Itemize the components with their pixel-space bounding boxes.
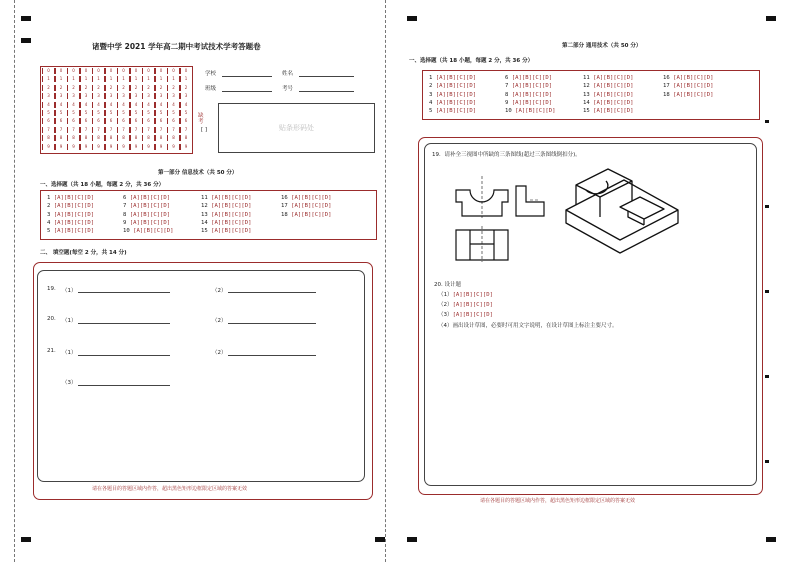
id-bubble[interactable]: 8 xyxy=(142,135,155,141)
q20-choice-1[interactable]: （1）[A][B][C][D] xyxy=(438,292,493,298)
barcode-label: 贴条形码处 xyxy=(279,124,314,132)
id-bubble[interactable]: 5 xyxy=(142,110,155,116)
id-bubble[interactable]: 4 xyxy=(117,102,130,108)
id-bubble[interactable]: 2 xyxy=(55,85,68,91)
mc-col-1-right[interactable]: 1 [A][B][C][D] 2 [A][B][C][D] 3 [A][B][C][D] 4 [A][B][C][D] 5 [A][B][C][D] xyxy=(429,75,477,115)
id-bubble[interactable]: 4 xyxy=(142,102,155,108)
id-bubble[interactable]: 4 xyxy=(42,102,55,108)
q21-part1-blank[interactable] xyxy=(78,355,170,356)
id-bubble[interactable]: 3 xyxy=(130,93,143,99)
id-bubble[interactable]: 1 xyxy=(55,76,68,82)
id-bubble[interactable]: 5 xyxy=(42,110,55,116)
id-bubble[interactable]: 8 xyxy=(167,135,180,141)
id-bubble[interactable]: 6 xyxy=(105,118,118,124)
q20-choice-3[interactable]: （3）[A][B][C][D] xyxy=(438,312,493,318)
id-bubble[interactable]: 5 xyxy=(67,110,80,116)
registration-mark xyxy=(766,16,776,21)
q21-part3-blank[interactable] xyxy=(78,385,170,386)
id-bubble[interactable]: 5 xyxy=(80,110,93,116)
id-bubble[interactable]: 7 xyxy=(117,127,130,133)
registration-mark xyxy=(407,16,417,21)
id-bubble[interactable]: 1 xyxy=(105,76,118,82)
registration-mark xyxy=(407,537,417,542)
q20-choice-2[interactable]: （2）[A][B][C][D] xyxy=(438,302,493,308)
id-bubble[interactable]: 0 xyxy=(55,68,68,74)
id-bubble[interactable]: 8 xyxy=(42,135,55,141)
id-bubble[interactable]: 7 xyxy=(67,127,80,133)
q21-number: 21. xyxy=(47,348,56,354)
q20-part2-label: （2） xyxy=(212,318,227,324)
q19-part1-label: （1） xyxy=(62,288,77,294)
id-bubble[interactable]: 7 xyxy=(105,127,118,133)
id-bubble[interactable]: 5 xyxy=(130,110,143,116)
q21-part2-blank[interactable] xyxy=(228,355,316,356)
q19-part2-blank[interactable] xyxy=(228,292,316,293)
registration-mark xyxy=(21,537,31,542)
id-bubble[interactable]: 0 xyxy=(105,68,118,74)
id-bubble[interactable]: 4 xyxy=(167,102,180,108)
id-bubble[interactable]: 1 xyxy=(80,76,93,82)
q20-number: 20. xyxy=(47,316,56,322)
exam-no-label: 考号 xyxy=(282,86,294,92)
id-bubble[interactable]: 9 xyxy=(55,144,68,150)
id-bubble[interactable]: 1 xyxy=(130,76,143,82)
id-bubble[interactable]: 6 xyxy=(155,118,168,124)
id-bubble[interactable]: 1 xyxy=(167,76,180,82)
absent-label: 缺考 xyxy=(198,113,204,125)
id-bubble[interactable]: 0 xyxy=(80,68,93,74)
id-bubble[interactable]: 4 xyxy=(180,102,193,108)
id-bubble[interactable]: 9 xyxy=(180,144,193,150)
id-bubble[interactable]: 2 xyxy=(142,85,155,91)
fill-in-answer-area[interactable] xyxy=(37,270,365,482)
id-bubble[interactable]: 8 xyxy=(117,135,130,141)
id-bubble[interactable]: 0 xyxy=(67,68,80,74)
timing-mark xyxy=(765,120,769,123)
id-bubble[interactable]: 6 xyxy=(80,118,93,124)
id-bubble[interactable]: 2 xyxy=(105,85,118,91)
id-bubble[interactable]: 0 xyxy=(142,68,155,74)
id-bubble[interactable]: 3 xyxy=(67,93,80,99)
binding-line-right xyxy=(385,0,386,562)
part1-title: 第一部分 信息技术（共 50 分） xyxy=(158,170,238,176)
id-bubble[interactable]: 0 xyxy=(180,68,193,74)
id-bubble[interactable]: 1 xyxy=(67,76,80,82)
mc-col-4[interactable]: 16 [A][B][C][D] 17 [A][B][C][D] 18 [A][B][C][D] xyxy=(281,195,332,218)
id-bubble[interactable]: 1 xyxy=(92,76,105,82)
id-bubble[interactable]: 3 xyxy=(42,93,55,99)
three-view-drawing[interactable] xyxy=(450,172,550,262)
id-bubble[interactable]: 7 xyxy=(180,127,193,133)
id-bubble[interactable]: 2 xyxy=(167,85,180,91)
id-bubble[interactable]: 5 xyxy=(92,110,105,116)
id-bubble[interactable]: 6 xyxy=(167,118,180,124)
id-bubble[interactable]: 8 xyxy=(92,135,105,141)
id-bubble[interactable]: 4 xyxy=(80,102,93,108)
q20-part2-blank[interactable] xyxy=(228,323,316,324)
id-bubble[interactable]: 8 xyxy=(180,135,193,141)
id-bubble[interactable]: 3 xyxy=(92,93,105,99)
id-bubble[interactable]: 3 xyxy=(155,93,168,99)
exam-no-field[interactable] xyxy=(299,91,354,92)
timing-mark xyxy=(765,290,769,293)
id-bubble[interactable]: 3 xyxy=(167,93,180,99)
id-bubble[interactable]: 6 xyxy=(142,118,155,124)
mc-col-4-right[interactable]: 16 [A][B][C][D] 17 [A][B][C][D] 18 [A][B][C][D] xyxy=(663,75,714,98)
q21-part1-label: （1） xyxy=(62,350,77,356)
id-bubble[interactable]: 4 xyxy=(67,102,80,108)
id-bubble[interactable]: 8 xyxy=(130,135,143,141)
id-bubble[interactable]: 6 xyxy=(55,118,68,124)
timing-mark xyxy=(765,375,769,378)
id-bubble[interactable]: 5 xyxy=(55,110,68,116)
id-bubble[interactable]: 9 xyxy=(92,144,105,150)
id-bubble[interactable]: 7 xyxy=(142,127,155,133)
id-bubble[interactable]: 0 xyxy=(167,68,180,74)
registration-mark xyxy=(375,537,385,542)
id-bubble[interactable]: 2 xyxy=(42,85,55,91)
id-bubble[interactable]: 6 xyxy=(92,118,105,124)
timing-mark xyxy=(765,460,769,463)
id-bubble[interactable]: 9 xyxy=(155,144,168,150)
class-field[interactable] xyxy=(222,91,272,92)
name-label: 姓名 xyxy=(282,71,294,77)
mc-answer-area[interactable] xyxy=(40,190,377,240)
id-bubble[interactable]: 9 xyxy=(42,144,55,150)
id-bubble[interactable]: 4 xyxy=(155,102,168,108)
id-bubble[interactable]: 8 xyxy=(55,135,68,141)
q19-part2-label: （2） xyxy=(212,288,227,294)
q20-title: 20. 设计题 xyxy=(434,282,461,288)
id-bubble[interactable]: 3 xyxy=(117,93,130,99)
id-bubble[interactable]: 2 xyxy=(130,85,143,91)
id-bubble[interactable]: 5 xyxy=(105,110,118,116)
id-bubble[interactable]: 9 xyxy=(130,144,143,150)
mc-col-3-right[interactable]: 11 [A][B][C][D] 12 [A][B][C][D] 13 [A][B][C][D] 14 [A][B][C][D] 15 [A][B][C][D] xyxy=(583,75,634,115)
id-bubble[interactable]: 4 xyxy=(105,102,118,108)
q21-part3-label: （3） xyxy=(62,380,77,386)
id-bubble[interactable]: 5 xyxy=(180,110,193,116)
name-field[interactable] xyxy=(299,76,354,77)
id-bubble[interactable]: 9 xyxy=(80,144,93,150)
id-bubble[interactable]: 9 xyxy=(142,144,155,150)
school-field[interactable] xyxy=(222,76,272,77)
id-bubble[interactable]: 5 xyxy=(155,110,168,116)
barcode-area xyxy=(218,103,375,153)
id-bubble[interactable]: 7 xyxy=(42,127,55,133)
id-bubble[interactable]: 0 xyxy=(155,68,168,74)
id-bubble[interactable]: 1 xyxy=(155,76,168,82)
q20-part1-blank[interactable] xyxy=(78,323,170,324)
registration-mark xyxy=(21,38,31,43)
section2-title: 二、 填空题(每空 2 分，共 14 分) xyxy=(40,250,127,256)
id-bubble[interactable]: 4 xyxy=(55,102,68,108)
id-bubble[interactable]: 7 xyxy=(155,127,168,133)
id-bubble[interactable]: 1 xyxy=(142,76,155,82)
id-bubble[interactable]: 7 xyxy=(80,127,93,133)
id-bubble[interactable]: 8 xyxy=(67,135,80,141)
mc-col-1[interactable]: 1 [A][B][C][D] 2 [A][B][C][D] 3 [A][B][C][D] 4 [A][B][C][D] 5 [A][B][C][D] xyxy=(47,195,95,235)
section1-title: 一、选择题（共 18 小题，每题 2 分，共 36 分） xyxy=(40,182,165,188)
mc-col-2-right[interactable]: 6 [A][B][C][D] 7 [A][B][C][D] 8 [A][B][C][D] 9 [A][B][C][D] 10 [A][B][C][D] xyxy=(505,75,556,115)
id-bubble[interactable]: 9 xyxy=(67,144,80,150)
q19-number: 19. xyxy=(47,286,56,292)
id-bubble[interactable]: 3 xyxy=(105,93,118,99)
left-footer-note: 请在各题目的答题区域内作答，超出黑色矩形边框限定区域的答案无效 xyxy=(92,486,248,492)
q21-part2-label: （2） xyxy=(212,350,227,356)
id-bubble[interactable]: 5 xyxy=(117,110,130,116)
id-bubble[interactable]: 3 xyxy=(180,93,193,99)
id-bubble[interactable]: 7 xyxy=(92,127,105,133)
id-bubble[interactable]: 1 xyxy=(180,76,193,82)
id-bubble[interactable]: 7 xyxy=(55,127,68,133)
id-bubble[interactable]: 2 xyxy=(67,85,80,91)
id-bubble[interactable]: 6 xyxy=(130,118,143,124)
id-bubble[interactable]: 2 xyxy=(180,85,193,91)
q20-part4-prompt: （4）画出设计草图，必要时可用文字说明，在设计草图上标注主要尺寸。 xyxy=(438,323,618,329)
registration-mark xyxy=(766,537,776,542)
q19-prompt: 19．请补全三视图中所缺的三条图线(超过三条图线倒扣分)。 xyxy=(432,152,581,158)
id-bubble[interactable]: 1 xyxy=(42,76,55,82)
isometric-drawing[interactable] xyxy=(560,165,690,260)
q20-part1-label: （1） xyxy=(62,318,77,324)
id-bubble[interactable]: 0 xyxy=(130,68,143,74)
id-bubble[interactable]: 9 xyxy=(117,144,130,150)
binding-line-left xyxy=(14,0,15,562)
id-bubble[interactable]: 2 xyxy=(155,85,168,91)
id-bubble[interactable]: 9 xyxy=(105,144,118,150)
registration-mark xyxy=(21,16,31,21)
section1-title-right: 一、选择题（共 18 小题，每题 2 分，共 36 分） xyxy=(409,58,534,64)
id-bubble[interactable]: 3 xyxy=(142,93,155,99)
id-bubble[interactable]: 8 xyxy=(80,135,93,141)
student-id-bubble-grid[interactable] xyxy=(40,66,193,154)
exam-title: 诸暨中学 2021 学年高二期中考试技术学考答题卷 xyxy=(92,42,261,51)
id-bubble[interactable]: 2 xyxy=(92,85,105,91)
id-bubble[interactable]: 3 xyxy=(55,93,68,99)
id-bubble[interactable]: 9 xyxy=(167,144,180,150)
school-label: 学校 xyxy=(205,71,217,77)
timing-mark xyxy=(765,205,769,208)
id-bubble[interactable]: 7 xyxy=(130,127,143,133)
id-bubble[interactable]: 8 xyxy=(105,135,118,141)
id-bubble[interactable]: 6 xyxy=(42,118,55,124)
right-footer-note: 请在各题目的答题区域内作答，超出黑色矩形边框限定区域的答案无效 xyxy=(480,498,636,504)
id-bubble[interactable]: 6 xyxy=(180,118,193,124)
absent-checkbox[interactable]: [ ] xyxy=(201,127,208,133)
mc-col-2[interactable]: 6 [A][B][C][D] 7 [A][B][C][D] 8 [A][B][C][D] 9 [A][B][C][D] 10 [A][B][C][D] xyxy=(123,195,174,235)
id-bubble[interactable]: 7 xyxy=(167,127,180,133)
id-bubble[interactable]: 6 xyxy=(117,118,130,124)
id-bubble[interactable]: 0 xyxy=(117,68,130,74)
id-bubble[interactable]: 2 xyxy=(80,85,93,91)
id-bubble[interactable]: 3 xyxy=(80,93,93,99)
id-bubble[interactable]: 2 xyxy=(117,85,130,91)
q19-part1-blank[interactable] xyxy=(78,292,170,293)
part2-title: 第二部分 通用技术（共 50 分） xyxy=(562,43,642,49)
id-bubble[interactable]: 8 xyxy=(155,135,168,141)
mc-col-3[interactable]: 11 [A][B][C][D] 12 [A][B][C][D] 13 [A][B][C][D] 14 [A][B][C][D] 15 [A][B][C][D] xyxy=(201,195,252,235)
id-bubble[interactable]: 1 xyxy=(117,76,130,82)
id-bubble[interactable]: 6 xyxy=(67,118,80,124)
id-bubble[interactable]: 0 xyxy=(92,68,105,74)
id-bubble[interactable]: 0 xyxy=(42,68,55,74)
id-bubble[interactable]: 5 xyxy=(167,110,180,116)
id-bubble[interactable]: 4 xyxy=(130,102,143,108)
mc-answer-area-right[interactable] xyxy=(422,70,760,120)
id-bubble[interactable]: 4 xyxy=(92,102,105,108)
class-label: 班级 xyxy=(205,86,217,92)
